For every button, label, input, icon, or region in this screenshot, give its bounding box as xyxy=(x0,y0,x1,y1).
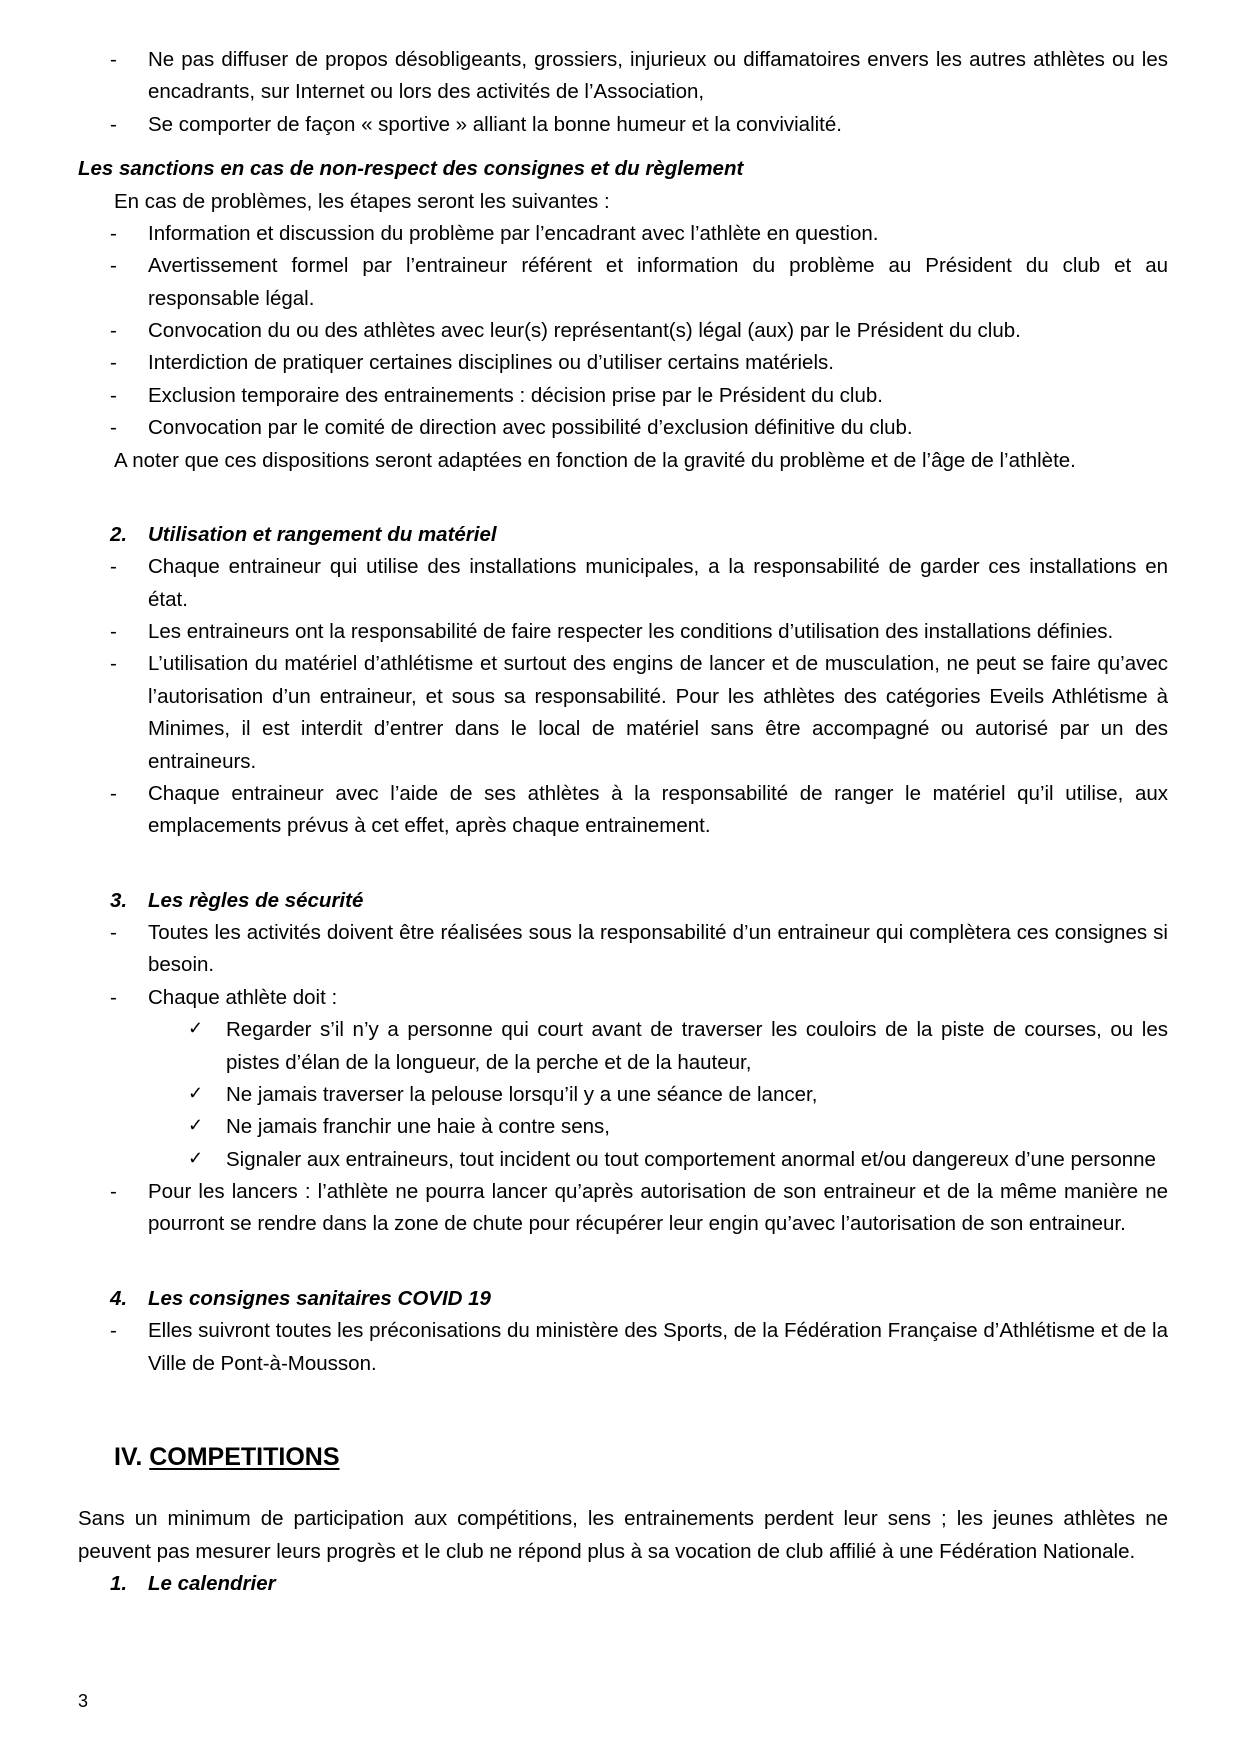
list-item xyxy=(78,380,1168,412)
dash-bullet-icon: - xyxy=(110,555,117,579)
list-item-text: Convocation du ou des athlètes avec leur(s) représentant(s) légal (aux) par le Président du club. xyxy=(148,319,1021,342)
list-item xyxy=(78,218,1168,250)
list-item xyxy=(78,250,1168,315)
list-item-text: Chaque entraineur qui utilise des installations municipales, a la responsabilité de garder ces installations en état. xyxy=(148,555,1168,611)
competitions-sub-1-title: Le calendrier xyxy=(148,1572,276,1596)
page-number: 3 xyxy=(78,1691,89,1711)
dash-bullet-icon: - xyxy=(110,112,117,136)
dash-bullet-icon: - xyxy=(110,416,117,440)
section-4-list xyxy=(78,1315,1168,1380)
checkmark-icon: ✓ xyxy=(188,1082,204,1103)
top-continuation-list xyxy=(78,44,1168,141)
dash-bullet-icon: - xyxy=(110,985,117,1009)
list-item xyxy=(78,982,1168,1014)
list-item xyxy=(78,551,1168,616)
dash-bullet-icon: - xyxy=(110,781,117,805)
list-item-text: Pour les lancers : l’athlète ne pourra lancer qu’après autorisation de son entraineur et de la même manière ne pourront se rendre dans la zone de chute pour récupérer leur engin qu’avec l’autorisation de son entraineur. xyxy=(148,1180,1168,1236)
section-4-number: 4. xyxy=(110,1286,128,1310)
dash-bullet-icon: - xyxy=(110,921,117,944)
dash-bullet-icon: - xyxy=(110,383,117,407)
list-item xyxy=(78,648,1168,778)
list-item-text: Exclusion temporaire des entrainements : décision prise par le Président du club. xyxy=(148,383,883,407)
spacer xyxy=(78,477,1168,519)
list-item-text: Signaler aux entraineurs, tout incident ou tout comportement anormal et/ou dangereux d’une personne xyxy=(226,1147,1156,1171)
list-item-text: Regarder s’il n’y a personne qui court avant de traverser les couloirs de la piste de courses, ou les pistes d’élan de la longueur, de la perche et de la hauteur, xyxy=(226,1018,1168,1074)
list-item xyxy=(78,1014,1168,1079)
spacer xyxy=(78,1477,1168,1503)
section-3-check-list xyxy=(78,1014,1168,1176)
list-item xyxy=(78,1079,1168,1111)
section-2-list xyxy=(78,551,1168,842)
spacer xyxy=(78,1241,1168,1283)
list-item-text: Interdiction de pratiquer certaines disciplines ou d’utiliser certains matériels. xyxy=(148,351,834,375)
list-item-text: Toutes les activités doivent être réalisées sous la responsabilité d’un entraineur qui complètera ces consignes si besoin. xyxy=(148,921,1168,977)
list-item xyxy=(78,778,1168,843)
list-item xyxy=(78,44,1168,109)
list-item-text: Avertissement formel par l’entraineur référent et information du problème au Président du club et au responsable légal. xyxy=(148,254,1168,310)
list-item-text: Les entraineurs ont la responsabilité de faire respecter les conditions d’utilisation des installations définies. xyxy=(148,620,1114,643)
list-item-text: Elles suivront toutes les préconisations du ministère des Sports, de la Fédération Française d’Athlétisme et de la Ville de Pont-à-Mousson. xyxy=(148,1319,1168,1375)
section-3-number: 3. xyxy=(110,888,128,912)
dash-bullet-icon: - xyxy=(110,351,117,375)
list-item xyxy=(78,1144,1168,1176)
competitions-numeral: IV. xyxy=(114,1442,143,1471)
page-content xyxy=(78,44,1168,1601)
list-item-text: Ne jamais traverser la pelouse lorsqu’il y a une séance de lancer, xyxy=(226,1082,818,1106)
competitions-sub-1-number: 1. xyxy=(110,1572,128,1596)
list-item xyxy=(78,1176,1168,1241)
list-item xyxy=(78,917,1168,982)
dash-bullet-icon: - xyxy=(110,319,117,342)
section-3-heading xyxy=(78,885,1168,917)
list-item xyxy=(78,1111,1168,1143)
list-item-text: Chaque entraineur avec l’aide de ses athlètes à la responsabilité de ranger le matériel qu’il utilise, aux emplacements prévus à cet effet, après chaque entrainement. xyxy=(148,781,1168,838)
dash-bullet-icon: - xyxy=(110,48,117,71)
competitions-title: COMPETITIONS xyxy=(149,1442,340,1471)
sanctions-list xyxy=(78,218,1168,445)
list-item-text: Convocation par le comité de direction avec possibilité d’exclusion définitive du club. xyxy=(148,416,913,440)
section-2-title: Utilisation et rangement du matériel xyxy=(148,522,497,546)
section-2-heading xyxy=(78,519,1168,551)
list-item xyxy=(78,412,1168,444)
section-3-list xyxy=(78,917,1168,1014)
list-item-text: Information et discussion du problème par l’encadrant avec l’athlète en question. xyxy=(148,221,879,245)
checkmark-icon: ✓ xyxy=(188,1147,204,1168)
sanctions-intro: En cas de problèmes, les étapes seront les suivantes : xyxy=(114,189,610,213)
list-item-text: Ne jamais franchir une haie à contre sens, xyxy=(226,1115,611,1139)
list-item xyxy=(78,616,1168,648)
competitions-intro: Sans un minimum de participation aux compétitions, les entrainements perdent leur sens ; les jeunes athlètes ne peuvent pas mesurer leurs progrès et le club ne répond plus à sa vocation de club affilié à une Fédération Nationale. xyxy=(78,1507,1168,1563)
section-3-list-continued xyxy=(78,1176,1168,1241)
section-3-title: Les règles de sécurité xyxy=(148,888,364,912)
spacer xyxy=(78,1380,1168,1438)
list-item xyxy=(78,347,1168,379)
dash-bullet-icon: - xyxy=(110,652,117,676)
competitions-section-heading xyxy=(78,1438,1168,1478)
list-item xyxy=(78,315,1168,347)
section-4-heading xyxy=(78,1283,1168,1315)
list-item-text: Chaque athlète doit : xyxy=(148,985,338,1009)
list-item-text: Ne pas diffuser de propos désobligeants, grossiers, injurieux ou diffamatoires envers les autres athlètes ou les encadrants, sur Internet ou lors des activités de l’Association, xyxy=(148,48,1168,104)
section-2-number: 2. xyxy=(110,522,128,546)
spacer xyxy=(78,843,1168,885)
list-item-text: L’utilisation du matériel d’athlétisme et surtout des engins de lancer et de musculation, ne peut se faire qu’avec l’autorisation d’un entraineur, et sous sa responsabilité. Pour les athlètes des catégories Eveils Athlétisme à Minimes, il est interdit d’entrer dans le local de matériel sans être accompagné ou autorisé par un des entraineurs. xyxy=(148,652,1168,773)
section-4-title: Les consignes sanitaires COVID 19 xyxy=(148,1286,491,1310)
checkmark-icon: ✓ xyxy=(188,1115,204,1136)
spacer xyxy=(78,141,1168,153)
dash-bullet-icon: - xyxy=(110,620,117,643)
dash-bullet-icon: - xyxy=(110,221,117,245)
dash-bullet-icon: - xyxy=(110,1319,117,1343)
competitions-sub-1-heading xyxy=(78,1568,1168,1600)
list-item xyxy=(78,1315,1168,1380)
dash-bullet-icon: - xyxy=(110,254,117,278)
sanctions-note: A noter que ces dispositions seront adaptées en fonction de la gravité du problème et de l’âge de l’athlète. xyxy=(114,448,1076,472)
sanctions-heading: Les sanctions en cas de non-respect des consignes et du règlement xyxy=(78,157,744,181)
checkmark-icon: ✓ xyxy=(188,1018,204,1039)
dash-bullet-icon: - xyxy=(110,1180,117,1203)
list-item-text: Se comporter de façon « sportive » alliant la bonne humeur et la convivialité. xyxy=(148,112,842,136)
list-item xyxy=(78,109,1168,141)
